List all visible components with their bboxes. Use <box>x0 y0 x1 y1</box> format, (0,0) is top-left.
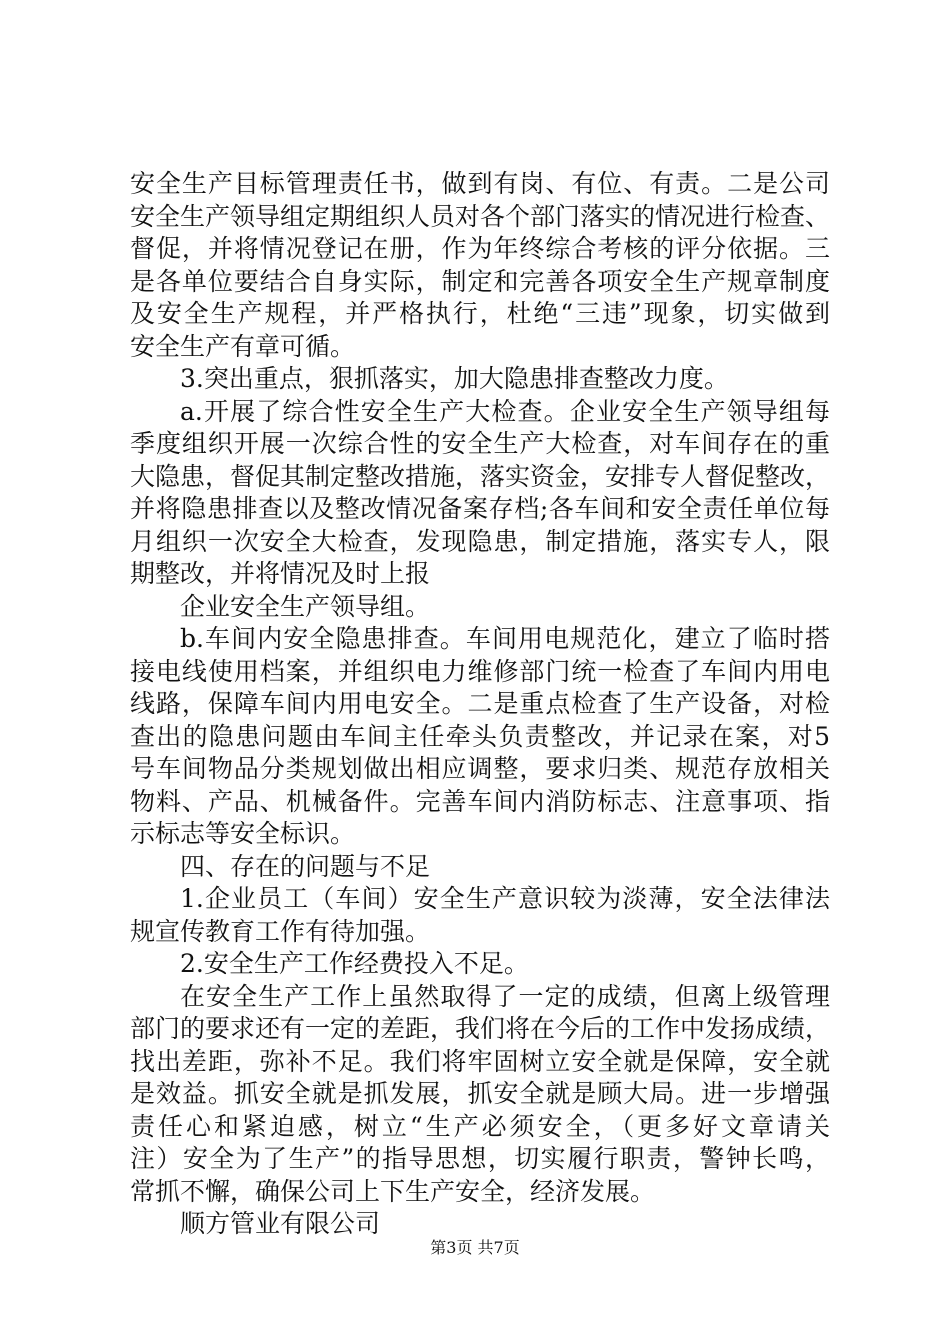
text-line: 2.安全生产工作经费投入不足。 <box>180 949 529 978</box>
text-line: 部门的要求还有一定的差距，我们将在今后的工作中发扬成绩， <box>130 1014 830 1043</box>
text-line: 线路，保障车间内用电安全。二是重点检查了生产设备，对检 <box>130 689 830 718</box>
text-line: 查出的隐患问题由车间主任牵头负责整改，并记录在案，对5 <box>130 721 830 751</box>
text-line: 接电线使用档案，并组织电力维修部门统一检查了车间内用电 <box>130 656 830 686</box>
text-line: 安全生产有章可循。 <box>130 331 356 361</box>
text-line: 号车间物品分类规划做出相应调整，要求归类、规范存放相关 <box>130 754 830 783</box>
text-line: 在安全生产工作上虽然取得了一定的成绩，但离上级管理 <box>180 981 830 1011</box>
text-line: 是各单位要结合自身实际，制定和完善各项安全生产规章制度 <box>130 266 830 296</box>
text-line: 示标志等安全标识。 <box>130 819 356 848</box>
text-line: 月组织一次安全大检查，发现隐患，制定措施，落实专人，限 <box>130 526 830 556</box>
page-number: 第3页 共7页 <box>430 1238 520 1257</box>
text-line: 找出差距，弥补不足。我们将牢固树立安全就是保障，安全就 <box>130 1046 830 1076</box>
text-line: 并将隐患排查以及整改情况备案存档;各车间和安全责任单位每 <box>130 494 830 523</box>
text-line: 物料、产品、机械备件。完善车间内消防标志、注意事项、指 <box>130 786 830 816</box>
text-line: 是效益。抓安全就是抓发展，抓安全就是顾大局。进一步增强 <box>130 1079 830 1108</box>
text-line: 注）安全为了生产”的指导思想，切实履行职责，警钟长鸣， <box>130 1144 830 1173</box>
text-line: 督促，并将情况登记在册，作为年终综合考核的评分依据。三 <box>130 234 830 263</box>
text-line: 大隐患，督促其制定整改措施，落实资金，安排专人督促整改， <box>130 461 830 491</box>
text-line: 常抓不懈，确保公司上下生产安全，经济发展。 <box>130 1176 656 1206</box>
text-line: 期整改，并将情况及时上报 <box>130 559 431 588</box>
text-line: 规宣传教育工作有待加强。 <box>130 916 431 946</box>
text-line: 安全生产目标管理责任书，做到有岗、有位、有责。二是公司 <box>130 169 830 198</box>
text-line: b.车间内安全隐患排查。车间用电规范化，建立了临时搭 <box>180 624 830 653</box>
text-line: 及安全生产规程，并严格执行，杜绝“三违”现象，切实做到 <box>130 299 830 328</box>
text-line: 季度组织开展一次综合性的安全生产大检查，对车间存在的重 <box>130 429 830 458</box>
body-text <box>130 168 830 1241</box>
text-line: 企业安全生产领导组。 <box>180 591 431 621</box>
text-line: 责任心和紧迫感，树立“生产必须安全，（更多好文章请关 <box>130 1111 830 1141</box>
section-heading: 四、存在的问题与不足 <box>180 851 431 881</box>
section-heading: 3.突出重点，狠抓落实，加大隐患排查整改力度。 <box>180 364 729 393</box>
text-line: a.开展了综合性安全生产大检查。企业安全生产领导组每 <box>180 396 830 426</box>
company-signature: 顺方管业有限公司 <box>180 1209 381 1238</box>
text-line: 1.企业员工（车间）安全生产意识较为淡薄，安全法律法 <box>180 884 830 913</box>
text-line: 安全生产领导组定期组织人员对各个部门落实的情况进行检查、 <box>130 201 830 231</box>
